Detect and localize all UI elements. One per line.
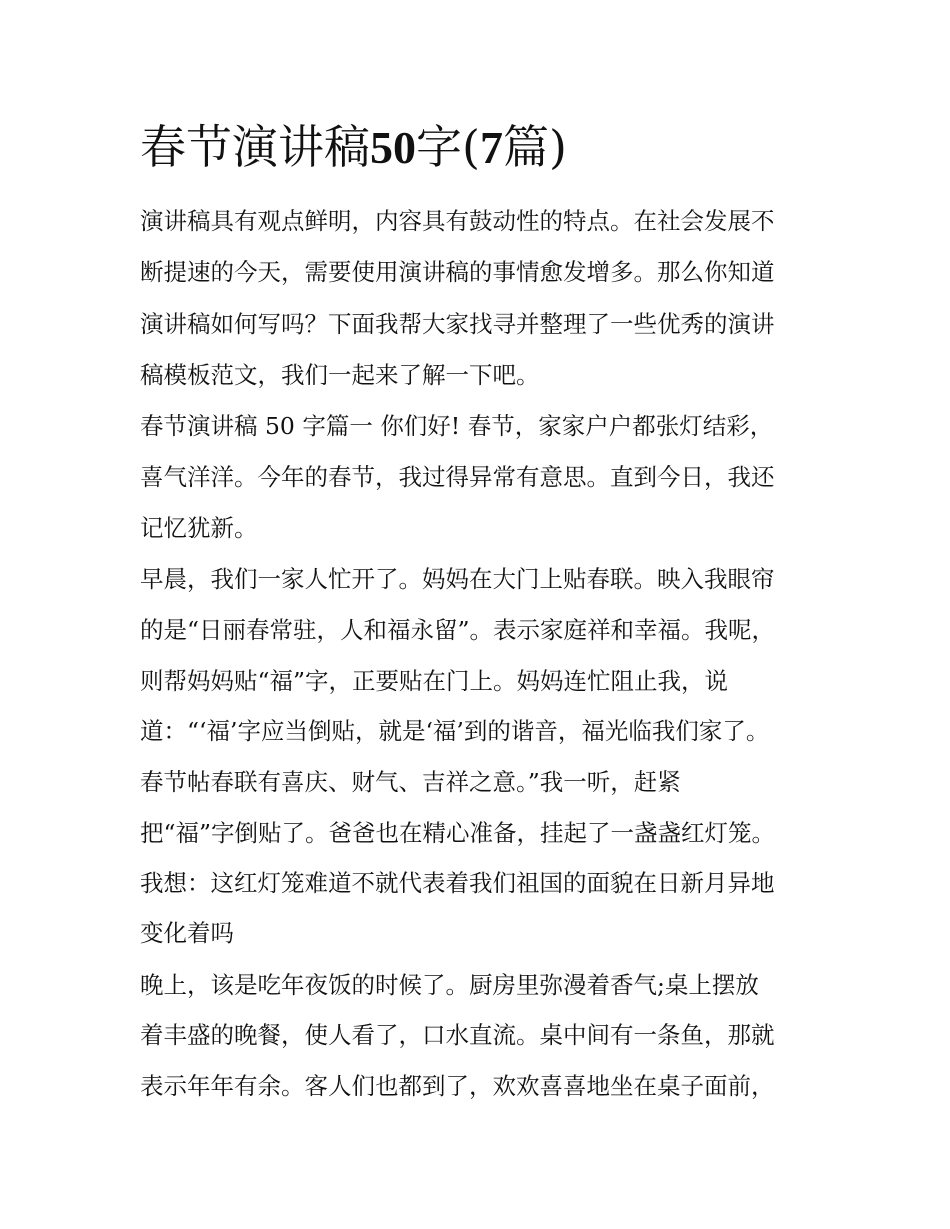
text-line: 的是“日丽春常驻，人和福永留”。表示家庭祥和幸福。我呢， [140, 616, 776, 644]
text-line: 变化着吗 [140, 919, 234, 947]
text-line: 演讲稿具有观点鲜明，内容具有鼓动性的特点。在社会发展不 [140, 207, 775, 235]
text-line: 春节帖春联有喜庆、财气、吉祥之意。”我一听，赶紧 [140, 768, 681, 796]
text-line: 喜气洋洋。今年的春节，我过得异常有意思。直到今日，我还 [140, 463, 775, 491]
text-line: 记忆犹新。 [140, 514, 258, 542]
text-line: 稿模板范文，我们一起来了解一下吧。 [140, 361, 540, 389]
title-number: 50 [370, 122, 416, 173]
text-line: 则帮妈妈贴“福”字，正要贴在门上。妈妈连忙阻止我，说 [140, 667, 729, 695]
text-line: 我想：这红灯笼难道不就代表着我们祖国的面貌在日新月异地 [140, 869, 775, 897]
text-line: 道：“‘福’字应当倒贴，就是‘福’到的谐音，福光临我们家了。 [140, 717, 770, 745]
text-line: 晚上，该是吃年夜饭的时候了。厨房里弥漫着香气;桌上摆放 [140, 971, 759, 999]
text-line: 把“福”字倒贴了。爸爸也在精心准备，挂起了一盏盏红灯笼。 [140, 819, 776, 847]
text-line: 表示年年有余。客人们也都到了，欢欢喜喜地坐在桌子面前， [140, 1072, 775, 1100]
title-count: 7 [479, 122, 503, 173]
text-line: 断提速的今天，需要使用演讲稿的事情愈发增多。那么你知道 [140, 258, 775, 286]
title-mid: 字( [416, 120, 480, 174]
document-title [140, 118, 840, 177]
title-prefix: 春节演讲稿 [140, 120, 370, 174]
text-line: 演讲稿如何写吗？下面我帮大家找寻并整理了一些优秀的演讲 [140, 310, 775, 338]
text-line: 春节演讲稿 50 字篇一 你们好! 春节，家家户户都张灯结彩， [140, 412, 774, 440]
text-line: 着丰盛的晚餐，使人看了，口水直流。桌中间有一条鱼，那就 [140, 1021, 775, 1049]
text-line: 早晨，我们一家人忙开了。妈妈在大门上贴春联。映入我眼帘 [140, 565, 775, 593]
title-suffix: 篇) [502, 120, 567, 174]
